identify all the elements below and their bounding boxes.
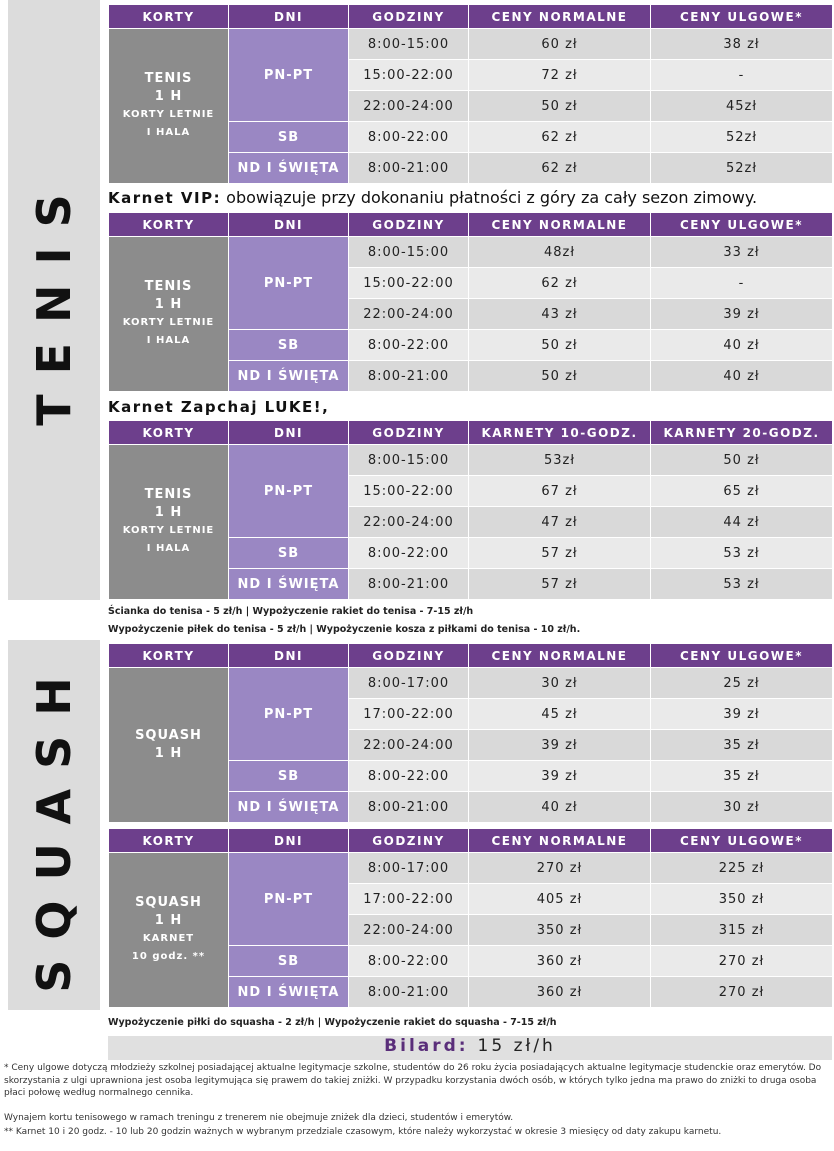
price-reduced: 30 zł bbox=[651, 792, 833, 823]
price-normal: 50 zł bbox=[469, 361, 651, 392]
court-cell bbox=[109, 237, 229, 392]
price-10h: 53zł bbox=[469, 445, 651, 476]
court-name: TENIS bbox=[144, 279, 193, 294]
col-header: CENY NORMALNE bbox=[469, 213, 651, 237]
court-cell bbox=[109, 29, 229, 184]
col-header: DNI bbox=[229, 213, 349, 237]
court-name: TENIS bbox=[144, 71, 193, 86]
price-20h: 65 zł bbox=[651, 476, 833, 507]
price-normal: 50 zł bbox=[469, 91, 651, 122]
price-reduced: - bbox=[651, 268, 833, 299]
price-normal: 405 zł bbox=[469, 884, 651, 915]
table-header-row bbox=[109, 644, 833, 668]
price-reduced: 40 zł bbox=[651, 330, 833, 361]
table-header-row bbox=[109, 829, 833, 853]
court-duration: 1 H bbox=[154, 297, 183, 312]
hours-cell: 8:00-15:00 bbox=[349, 29, 469, 60]
price-reduced: 225 zł bbox=[651, 853, 833, 884]
table-row bbox=[109, 668, 833, 699]
hours-cell: 8:00-22:00 bbox=[349, 761, 469, 792]
price-normal: 30 zł bbox=[469, 668, 651, 699]
price-normal: 43 zł bbox=[469, 299, 651, 330]
vip-title: Karnet VIP: bbox=[108, 189, 222, 207]
day-cell: PN-PT bbox=[229, 445, 349, 538]
court-name: TENIS bbox=[144, 487, 193, 502]
price-reduced: 315 zł bbox=[651, 915, 833, 946]
table-row bbox=[109, 29, 833, 60]
hours-cell: 22:00-24:00 bbox=[349, 507, 469, 538]
table-header-row bbox=[109, 213, 833, 237]
col-header: GODZINY bbox=[349, 5, 469, 29]
col-header: KORTY bbox=[109, 421, 229, 445]
price-reduced: - bbox=[651, 60, 833, 91]
price-reduced: 38 zł bbox=[651, 29, 833, 60]
hours-cell: 8:00-17:00 bbox=[349, 668, 469, 699]
court-name: SQUASH bbox=[135, 895, 202, 910]
table-header-row bbox=[109, 421, 833, 445]
squash-price-table bbox=[108, 643, 833, 823]
col-header: KORTY bbox=[109, 829, 229, 853]
price-normal: 62 zł bbox=[469, 122, 651, 153]
hours-cell: 8:00-17:00 bbox=[349, 853, 469, 884]
col-header: DNI bbox=[229, 5, 349, 29]
day-cell: ND I ŚWIĘTA bbox=[229, 792, 349, 823]
price-reduced: 33 zł bbox=[651, 237, 833, 268]
hours-cell: 15:00-22:00 bbox=[349, 268, 469, 299]
price-reduced: 39 zł bbox=[651, 699, 833, 730]
price-reduced: 25 zł bbox=[651, 668, 833, 699]
day-cell: ND I ŚWIĘTA bbox=[229, 361, 349, 392]
luke-karnet-table bbox=[108, 420, 833, 600]
hours-cell: 17:00-22:00 bbox=[349, 884, 469, 915]
tenis-price-table bbox=[108, 4, 833, 184]
day-cell: SB bbox=[229, 538, 349, 569]
court-duration: 1 H bbox=[154, 913, 183, 928]
price-20h: 53 zł bbox=[651, 569, 833, 600]
price-normal: 39 zł bbox=[469, 730, 651, 761]
col-header: DNI bbox=[229, 644, 349, 668]
luke-caption bbox=[108, 397, 329, 416]
day-cell: SB bbox=[229, 946, 349, 977]
price-reduced: 35 zł bbox=[651, 761, 833, 792]
tenis-note: Ścianka do tenisa - 5 zł/h | Wypożyczenie rakiet do tenisa - 7-15 zł/h bbox=[108, 606, 474, 617]
court-cell bbox=[109, 445, 229, 600]
price-normal: 39 zł bbox=[469, 761, 651, 792]
price-10h: 57 zł bbox=[469, 538, 651, 569]
col-header: CENY ULGOWE* bbox=[651, 829, 833, 853]
price-normal: 62 zł bbox=[469, 153, 651, 184]
hours-cell: 8:00-22:00 bbox=[349, 330, 469, 361]
price-reduced: 40 zł bbox=[651, 361, 833, 392]
court-type: KARNET bbox=[142, 933, 195, 944]
hours-cell: 8:00-22:00 bbox=[349, 946, 469, 977]
price-20h: 50 zł bbox=[651, 445, 833, 476]
court-duration: 1 H bbox=[154, 746, 183, 761]
table-row bbox=[109, 445, 833, 476]
day-cell: PN-PT bbox=[229, 29, 349, 122]
col-header: CENY ULGOWE* bbox=[651, 213, 833, 237]
squash-note: Wypożyczenie piłki do squasha - 2 zł/h | Wypożyczenie rakiet do squasha - 7-15 zł/h bbox=[108, 1017, 557, 1028]
court-type: KORTY LETNIE bbox=[122, 109, 215, 120]
col-header: KARNETY 20-GODZ. bbox=[651, 421, 833, 445]
price-reduced: 270 zł bbox=[651, 977, 833, 1008]
hours-cell: 17:00-22:00 bbox=[349, 699, 469, 730]
col-header: GODZINY bbox=[349, 644, 469, 668]
footnote: ** Karnet 10 i 20 godz. - 10 lub 20 godzin ważnych w wybranym przedziale czasowym, które należy wykorzystać w okresie 3 miesięcy od daty zakupu karnetu. bbox=[4, 1127, 722, 1137]
col-header: CENY ULGOWE* bbox=[651, 644, 833, 668]
tenis-section-label: TENIS bbox=[27, 174, 81, 426]
court-duration: 1 H bbox=[154, 89, 183, 104]
hours-cell: 8:00-21:00 bbox=[349, 153, 469, 184]
table-header-row bbox=[109, 5, 833, 29]
hours-cell: 15:00-22:00 bbox=[349, 476, 469, 507]
squash-side-panel bbox=[8, 640, 100, 1010]
court-type: KORTY LETNIE bbox=[122, 317, 215, 328]
hours-cell: 8:00-21:00 bbox=[349, 569, 469, 600]
squash-karnet-table bbox=[108, 828, 833, 1008]
footnote: Wynajem kortu tenisowego w ramach treningu z trenerem nie obejmuje zniżek dla dzieci, studentów i emerytów. bbox=[4, 1113, 514, 1123]
court-cell bbox=[109, 668, 229, 823]
hours-cell: 22:00-24:00 bbox=[349, 91, 469, 122]
price-normal: 60 zł bbox=[469, 29, 651, 60]
col-header: KORTY bbox=[109, 644, 229, 668]
court-type: I HALA bbox=[146, 543, 191, 554]
price-reduced: 52zł bbox=[651, 153, 833, 184]
hours-cell: 8:00-22:00 bbox=[349, 122, 469, 153]
day-cell: ND I ŚWIĘTA bbox=[229, 977, 349, 1008]
price-normal: 360 zł bbox=[469, 977, 651, 1008]
col-header: KORTY bbox=[109, 5, 229, 29]
table-row bbox=[109, 237, 833, 268]
price-normal: 72 zł bbox=[469, 60, 651, 91]
footnote: * Ceny ulgowe dotyczą młodzieży szkolnej posiadającej aktualne legitymacje szkolne, studentów do 26 roku życia posiadających aktualne legitymacje studenckie oraz emerytów. Do skorzystania z ulgi uprawniona jest osoba legitymująca się prawem do takiej zniżki. W przypadku korzystania dwóch osób, w których tylko jedna ma prawo do zniżki to druga osoba płaci połowę według normalnego cennika. bbox=[4, 1063, 822, 1098]
vip-price-table bbox=[108, 212, 833, 392]
hours-cell: 15:00-22:00 bbox=[349, 60, 469, 91]
tenis-note: Wypożyczenie piłek do tenisa - 5 zł/h | Wypożyczenie kosza z piłkami do tenisa - 10 zł/h. bbox=[108, 624, 581, 635]
bilard-banner bbox=[108, 1036, 832, 1060]
price-10h: 67 zł bbox=[469, 476, 651, 507]
col-header: CENY ULGOWE* bbox=[651, 5, 833, 29]
court-type: I HALA bbox=[146, 127, 191, 138]
price-reduced: 52zł bbox=[651, 122, 833, 153]
col-header: CENY NORMALNE bbox=[469, 5, 651, 29]
price-normal: 48zł bbox=[469, 237, 651, 268]
price-10h: 57 zł bbox=[469, 569, 651, 600]
price-normal: 50 zł bbox=[469, 330, 651, 361]
price-normal: 40 zł bbox=[469, 792, 651, 823]
bilard-label: Bilard: bbox=[384, 1036, 469, 1056]
vip-text: obowiązuje przy dokonaniu płatności z góry za cały sezon zimowy. bbox=[226, 188, 758, 207]
day-cell: SB bbox=[229, 122, 349, 153]
day-cell: SB bbox=[229, 330, 349, 361]
col-header: KARNETY 10-GODZ. bbox=[469, 421, 651, 445]
tenis-side-panel bbox=[8, 0, 100, 600]
luke-title: Karnet Zapchaj LUKE!, bbox=[108, 398, 330, 416]
price-reduced: 39 zł bbox=[651, 299, 833, 330]
col-header: GODZINY bbox=[349, 213, 469, 237]
hours-cell: 8:00-21:00 bbox=[349, 792, 469, 823]
day-cell: PN-PT bbox=[229, 237, 349, 330]
price-normal: 270 zł bbox=[469, 853, 651, 884]
price-reduced: 270 zł bbox=[651, 946, 833, 977]
hours-cell: 22:00-24:00 bbox=[349, 299, 469, 330]
hours-cell: 22:00-24:00 bbox=[349, 730, 469, 761]
price-20h: 44 zł bbox=[651, 507, 833, 538]
col-header: GODZINY bbox=[349, 421, 469, 445]
price-reduced: 350 zł bbox=[651, 884, 833, 915]
day-cell: PN-PT bbox=[229, 853, 349, 946]
price-reduced: 35 zł bbox=[651, 730, 833, 761]
table-row bbox=[109, 853, 833, 884]
price-20h: 53 zł bbox=[651, 538, 833, 569]
hours-cell: 8:00-15:00 bbox=[349, 237, 469, 268]
day-cell: SB bbox=[229, 761, 349, 792]
court-duration: 1 H bbox=[154, 505, 183, 520]
col-header: KORTY bbox=[109, 213, 229, 237]
hours-cell: 22:00-24:00 bbox=[349, 915, 469, 946]
price-reduced: 45zł bbox=[651, 91, 833, 122]
hours-cell: 8:00-15:00 bbox=[349, 445, 469, 476]
col-header: GODZINY bbox=[349, 829, 469, 853]
price-normal: 350 zł bbox=[469, 915, 651, 946]
squash-section-label: SQUASH bbox=[27, 657, 81, 993]
day-cell: ND I ŚWIĘTA bbox=[229, 153, 349, 184]
hours-cell: 8:00-21:00 bbox=[349, 977, 469, 1008]
price-normal: 45 zł bbox=[469, 699, 651, 730]
court-name: SQUASH bbox=[135, 728, 202, 743]
court-type: 10 godz. ** bbox=[131, 951, 206, 962]
day-cell: ND I ŚWIĘTA bbox=[229, 569, 349, 600]
hours-cell: 8:00-21:00 bbox=[349, 361, 469, 392]
col-header: CENY NORMALNE bbox=[469, 644, 651, 668]
hours-cell: 8:00-22:00 bbox=[349, 538, 469, 569]
col-header: DNI bbox=[229, 421, 349, 445]
price-normal: 360 zł bbox=[469, 946, 651, 977]
court-type: I HALA bbox=[146, 335, 191, 346]
col-header: DNI bbox=[229, 829, 349, 853]
bilard-price: 15 zł/h bbox=[477, 1036, 556, 1056]
vip-caption bbox=[108, 188, 757, 207]
price-normal: 62 zł bbox=[469, 268, 651, 299]
court-cell bbox=[109, 853, 229, 1008]
day-cell: PN-PT bbox=[229, 668, 349, 761]
price-10h: 47 zł bbox=[469, 507, 651, 538]
court-type: KORTY LETNIE bbox=[122, 525, 215, 536]
col-header: CENY NORMALNE bbox=[469, 829, 651, 853]
